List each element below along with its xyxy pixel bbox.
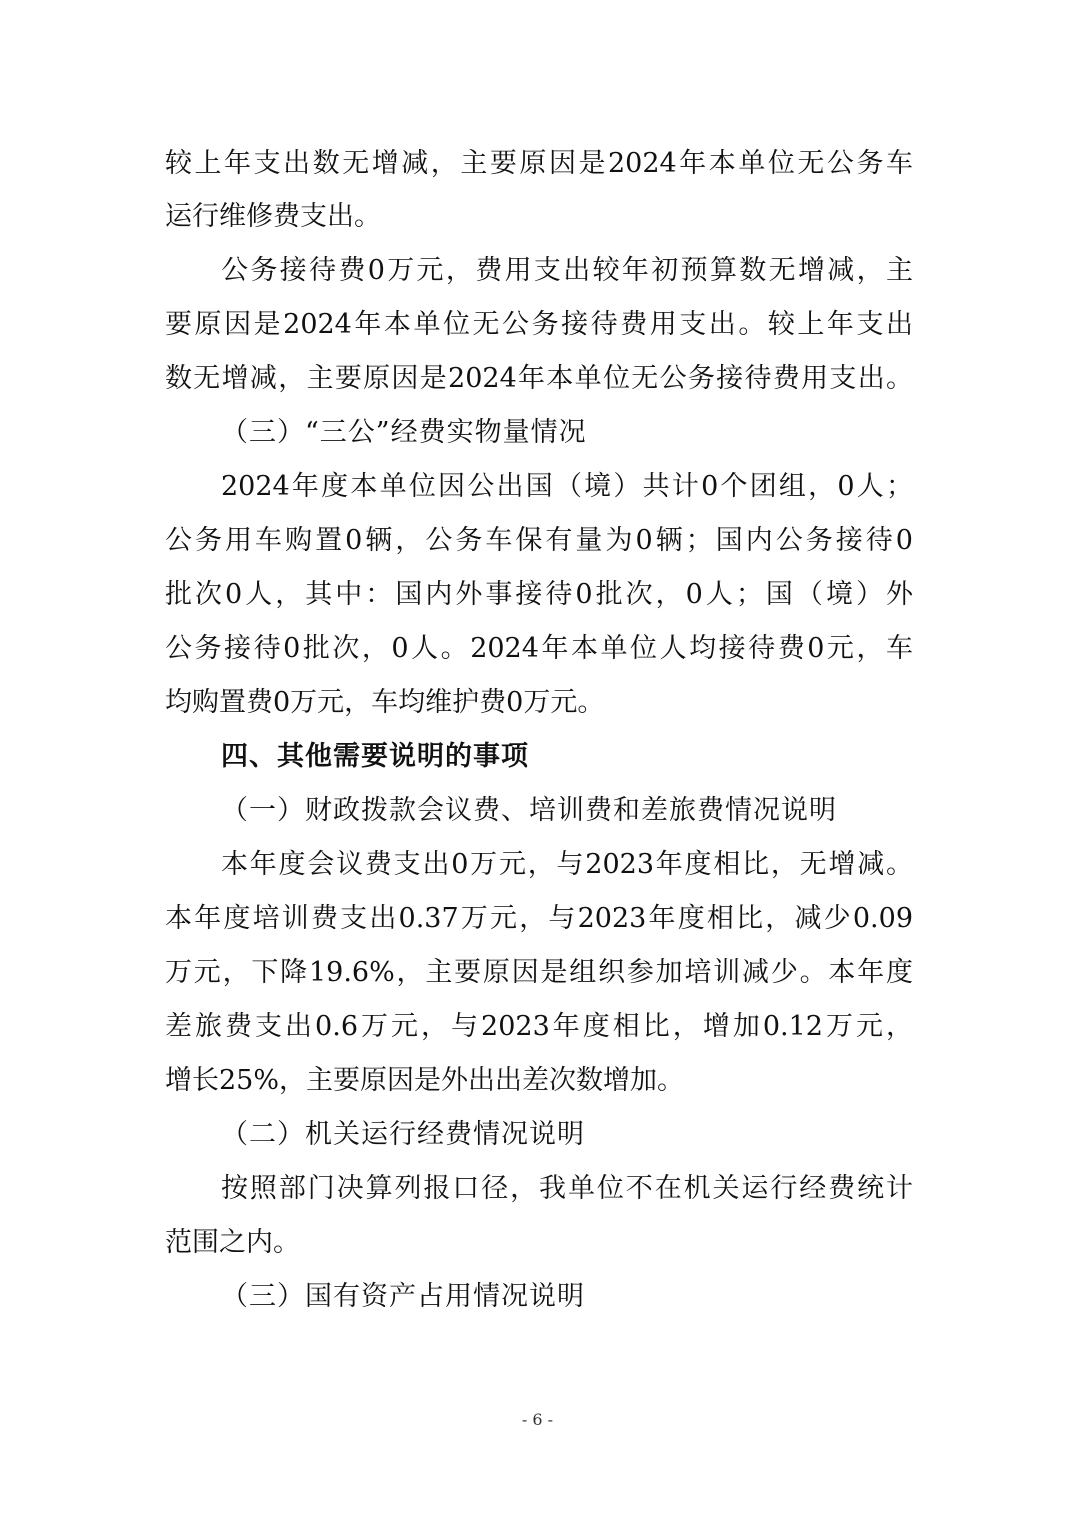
paragraph-line: 增长25%，主要原因是外出出差次数增加。	[165, 1065, 685, 1096]
section-heading: 四、其他需要说明的事项	[221, 741, 529, 772]
paragraph-line: 公务接待费0万元，费用支出较年初预算数无增减，主	[221, 255, 913, 286]
page-number: - 6 -	[521, 1410, 554, 1429]
paragraph-line: 按照部门决算列报口径，我单位不在机关运行经费统计	[221, 1173, 913, 1204]
subsection-heading: （三）“三公”经费实物量情况	[221, 417, 587, 448]
paragraph-line: 本年度会议费支出0万元，与2023年度相比，无增减。	[221, 849, 913, 880]
paragraph-line: 批次0人，其中：国内外事接待0批次，0人；国（境）外	[165, 579, 913, 610]
paragraph-line: 万元，下降19.6%，主要原因是组织参加培训减少。本年度	[165, 957, 913, 988]
subsection-heading: （三）国有资产占用情况说明	[221, 1281, 585, 1312]
paragraph-line: 均购置费0万元，车均维护费0万元。	[165, 687, 605, 718]
paragraph-line: 差旅费支出0.6万元，与2023年度相比，增加0.12万元，	[165, 1011, 913, 1042]
paragraph-line: 范围之内。	[165, 1227, 300, 1258]
subsection-heading: （二）机关运行经费情况说明	[221, 1119, 585, 1150]
paragraph-line: 要原因是2024年本单位无公务接待费用支出。较上年支出	[165, 309, 913, 340]
paragraph-line: 2024年度本单位因公出国（境）共计0个团组，0人；	[221, 471, 913, 502]
paragraph-line: 本年度培训费支出0.37万元，与2023年度相比，减少0.09	[165, 903, 913, 934]
paragraph-line: 运行维修费支出。	[165, 201, 381, 232]
subsection-heading: （一）财政拨款会议费、培训费和差旅费情况说明	[221, 795, 837, 826]
paragraph-line: 公务用车购置0辆，公务车保有量为0辆；国内公务接待0	[165, 525, 913, 556]
paragraph-line: 公务接待0批次，0人。2024年本单位人均接待费0元，车	[165, 633, 913, 664]
paragraph-line: 数无增减，主要原因是2024年本单位无公务接待费用支出。	[165, 363, 913, 394]
paragraph-line: 较上年支出数无增减，主要原因是2024年本单位无公务车	[165, 148, 913, 179]
